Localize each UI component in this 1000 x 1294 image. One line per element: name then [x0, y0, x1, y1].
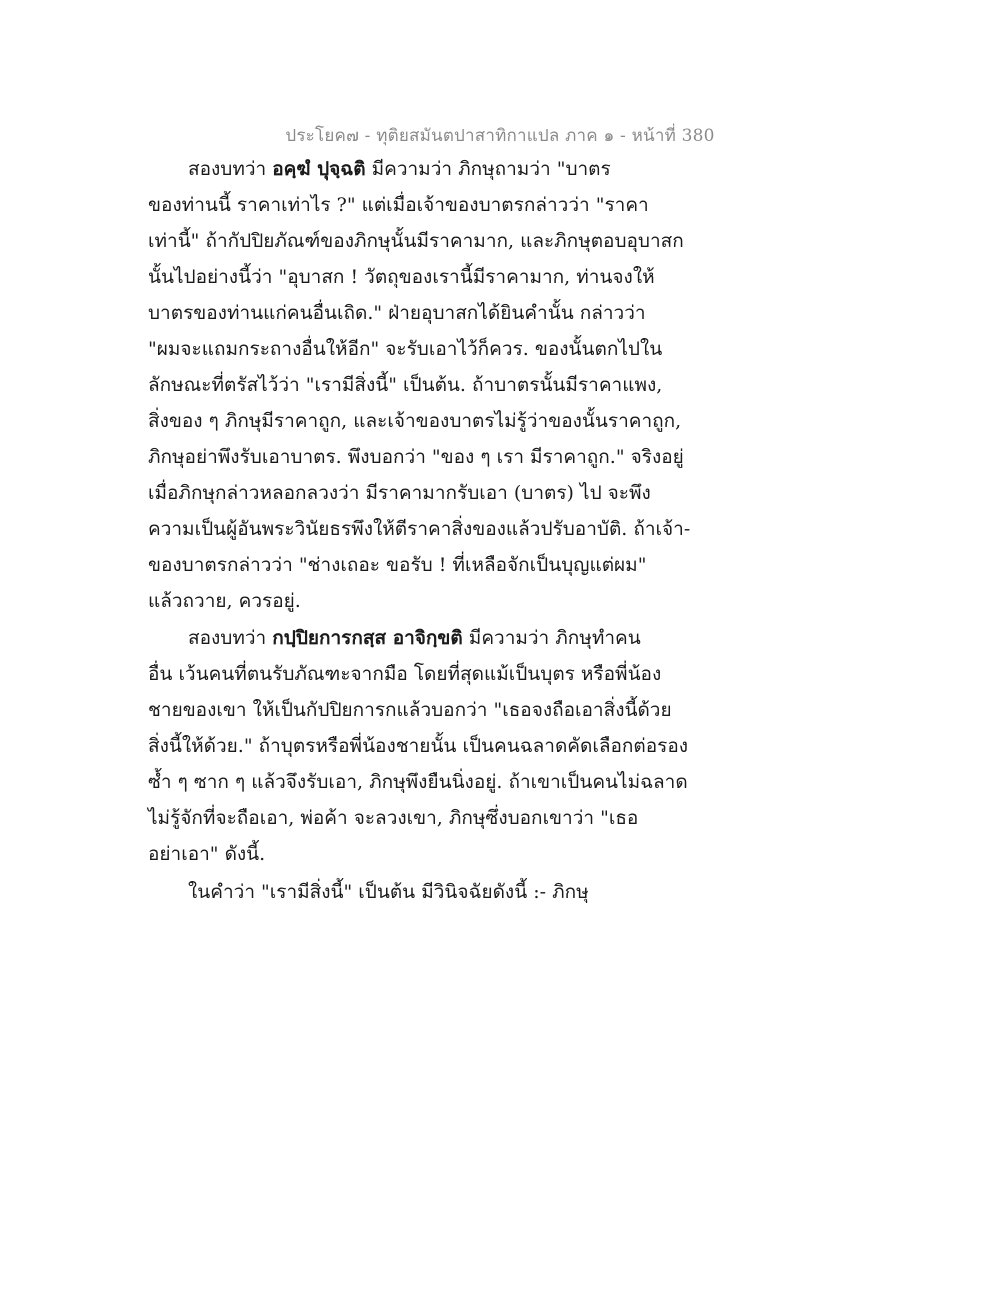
text-line: "ผมจะแถมกระถางอื่นให้อีก" จะรับเอาไว้ก็ควร. ของนั้นตกไปใน	[148, 338, 663, 360]
text-line: ซ้ำ ๆ ซาก ๆ แล้วจึงรับเอา, ภิกษุพึงยืนนิ่งอยู่. ถ้าเขาเป็นคนไม่ฉลาด	[148, 771, 688, 793]
text-line: ชายของเขา ให้เป็นกัปปิยการกแล้วบอกว่า "เธอจงถือเอาสิ่งนี้ด้วย	[148, 699, 672, 721]
text-line: ความเป็นผู้อันพระวินัยธรพึงให้ตีราคาสิ่งของแล้วปรับอาบัติ. ถ้าเจ้า-	[148, 518, 691, 540]
text-line: สิ่งของ ๆ ภิกษุมีราคาถูก, และเจ้าของบาตรไม่รู้ว่าของนั้นราคาถูก,	[148, 410, 682, 432]
line-text: มีความว่า ภิกษุทำคน	[462, 627, 641, 649]
text-line: เท่านี้" ถ้ากัปปิยภัณฑ์ของภิกษุนั้นมีราคามาก, และภิกษุตอบอุบาสก	[148, 230, 684, 252]
pali-term: กปฺปิยการกสฺส อาจิกฺขติ	[272, 627, 463, 649]
line-text: สองบทว่า	[188, 158, 273, 180]
text-line: ภิกษุอย่าพึงรับเอาบาตร. พึงบอกว่า "ของ ๆ เรา มีราคาถูก." จริงอยู่	[148, 446, 684, 468]
text-line: สิ่งนี้ให้ด้วย." ถ้าบุตรหรือพี่น้องชายนั้น เป็นคนฉลาดคัดเลือกต่อรอง	[148, 735, 689, 757]
text-line: แล้วถวาย, ควรอยู่.	[148, 590, 301, 612]
text-line: บาตรของท่านแก่คนอื่นเถิด." ฝ่ายอุบาสกได้ยินคำนั้น กล่าวว่า	[148, 302, 646, 324]
text-line: ของบาตรกล่าวว่า "ช่างเถอะ ขอรับ ! ที่เหลือจักเป็นบุญแต่ผม"	[148, 554, 647, 576]
text-line: นั้นไปอย่างนี้ว่า "อุบาสก ! วัตถุของเรานี้มีราคามาก, ท่านจงให้	[148, 266, 655, 288]
text-line: เมื่อภิกษุกล่าวหลอกลวงว่า มีราคามากรับเอา (บาตร) ไป จะพึง	[148, 482, 651, 504]
text-line	[188, 157, 611, 181]
line-text: สองบทว่า	[188, 627, 273, 649]
text-line: ของท่านนี้ ราคาเท่าไร ?" แต่เมื่อเจ้าของบาตรกล่าวว่า "ราคา	[148, 194, 649, 216]
line-text: มีความว่า ภิกษุถามว่า "บาตร	[365, 158, 611, 180]
text-line: ไม่รู้จักที่จะถือเอา, พ่อค้า จะลวงเขา, ภิกษุซึ่งบอกเขาว่า "เธอ	[148, 807, 639, 829]
running-header: ประโยค๗ - ทุติยสมันตปาสาทิกาแปล ภาค ๑ - หน้าที่ 380	[285, 126, 715, 146]
pali-term: อคฺฆํ ปุจฺฉติ	[272, 158, 366, 180]
text-line: ในคำว่า "เรามีสิ่งนี้" เป็นต้น มีวินิจฉัยดังนี้ :- ภิกษุ	[188, 881, 589, 903]
text-line	[188, 626, 641, 650]
text-line: อื่น เว้นคนที่ตนรับภัณฑะจากมือ โดยที่สุดแม้เป็นบุตร หรือพี่น้อง	[148, 663, 662, 685]
text-line: อย่าเอา" ดังนี้.	[148, 843, 266, 865]
text-line: ลักษณะที่ตรัสไว้ว่า "เรามีสิ่งนี้" เป็นต้น. ถ้าบาตรนั้นมีราคาแพง,	[148, 374, 663, 396]
